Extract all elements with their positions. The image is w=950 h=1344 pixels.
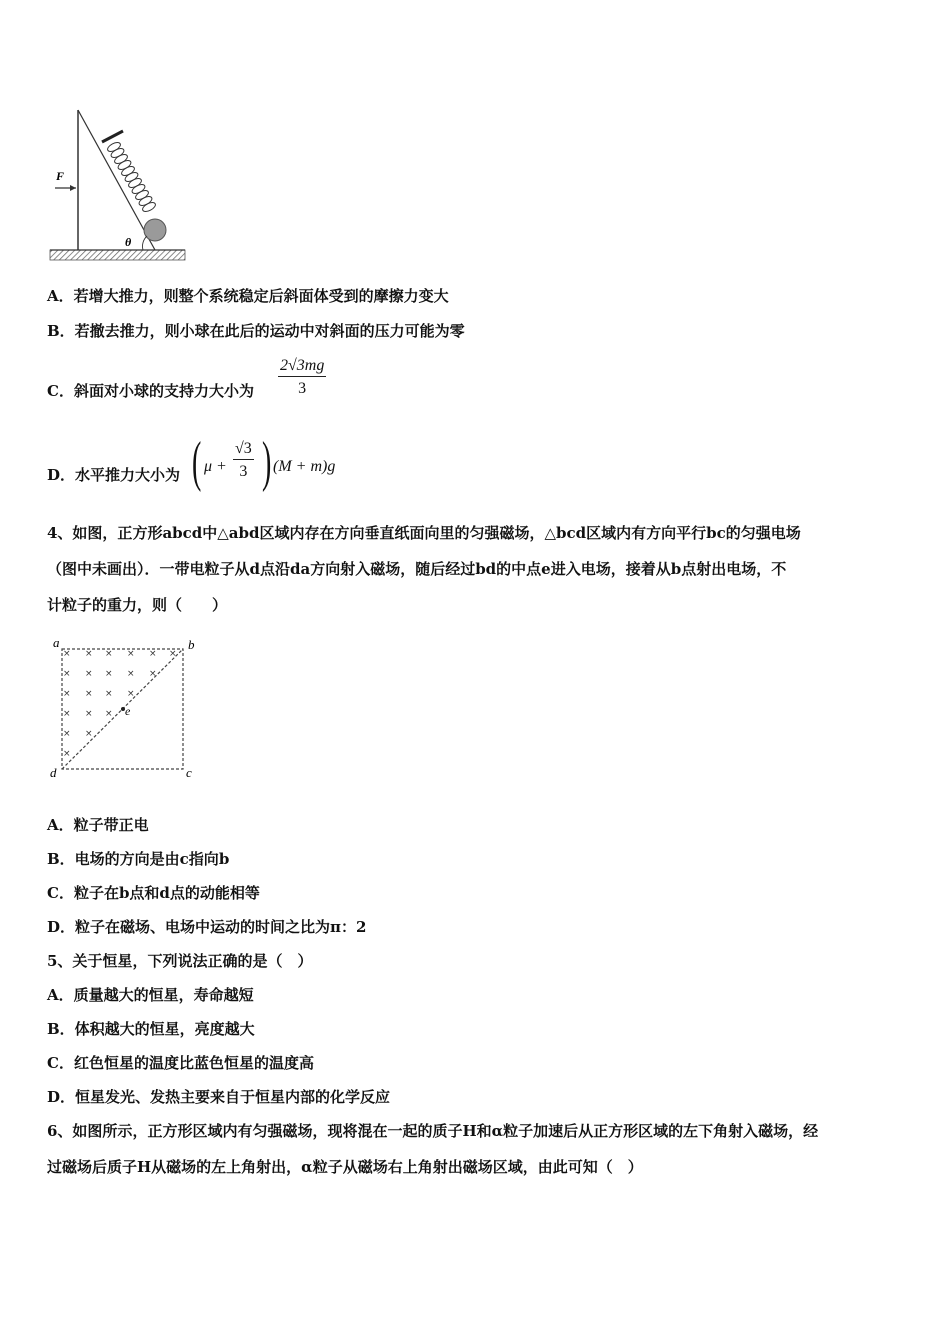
q5-stem: 5、关于恒星，下列说法正确的是（ ）	[47, 952, 313, 970]
q5-option-c: C．红色恒星的温度比蓝色恒星的温度高	[47, 1054, 314, 1072]
label-e: e	[125, 704, 131, 718]
svg-text:×: ×	[85, 649, 93, 659]
q3-option-d: D．水平推力大小为	[47, 466, 181, 484]
q5-option-b: B．体积越大的恒星，亮度越大	[47, 1020, 255, 1038]
svg-text:×: ×	[127, 689, 135, 699]
svg-text:×: ×	[85, 729, 93, 739]
d-right-paren: )	[262, 431, 272, 493]
q6-stem-line-1: 6、如图所示，正方形区域内有匀强磁场，现将混在一起的质子H和α粒子加速后从正方形区域的左下角射入磁场，经	[47, 1122, 819, 1140]
svg-text:×: ×	[127, 669, 135, 679]
q3-option-a: A．若增大推力，则整个系统稳定后斜面体受到的摩擦力变大	[47, 287, 449, 305]
svg-text:×: ×	[149, 669, 157, 679]
c-denominator: 3	[298, 380, 307, 397]
svg-text:×: ×	[63, 729, 71, 739]
magnetic-field-crosses	[63, 649, 177, 759]
label-d: d	[50, 765, 57, 780]
q3-option-c: C．斜面对小球的支持力大小为	[47, 382, 254, 400]
svg-text:×: ×	[63, 709, 71, 719]
d-tail: (M + m)g	[273, 458, 336, 475]
d-left-paren: (	[192, 431, 202, 493]
q5-option-d: D．恒星发光、发热主要来自于恒星内部的化学反应	[47, 1088, 391, 1106]
q4-option-a: A．粒子带正电	[47, 816, 149, 834]
label-c: c	[186, 765, 192, 780]
q4-stem-line-1: 4、如图，正方形abcd中△abd区域内存在方向垂直纸面向里的匀强磁场，△bcd区域内有方向平行bc的匀强电场	[47, 524, 801, 542]
svg-text:×: ×	[169, 649, 177, 659]
square-field-figure	[45, 633, 205, 783]
svg-text:×: ×	[63, 649, 71, 659]
svg-text:×: ×	[105, 709, 113, 719]
label-b: b	[188, 637, 195, 652]
q6-stem-line-2: 过磁场后质子H从磁场的左上角射出，α粒子从磁场右上角射出磁场区域，由此可知（ ）	[47, 1158, 643, 1176]
svg-text:×: ×	[105, 689, 113, 699]
label-a: a	[53, 635, 60, 650]
d-denominator: 3	[239, 463, 248, 480]
ball	[144, 219, 166, 241]
d-numerator: √3	[233, 440, 254, 460]
force-label: F	[56, 169, 65, 183]
svg-text:×: ×	[105, 669, 113, 679]
q4-stem-line-3: 计粒子的重力，则（ ）	[47, 596, 228, 614]
svg-text:×: ×	[149, 649, 157, 659]
q4-stem	[47, 515, 909, 623]
svg-text:×: ×	[85, 689, 93, 699]
q4-option-d: D．粒子在磁场、电场中运动的时间之比为π：2	[47, 918, 367, 936]
angle-label: θ	[125, 235, 132, 249]
q4-option-b: B．电场的方向是由c指向b	[47, 850, 230, 868]
q4-stem-line-2: （图中未画出）．一带电粒子从d点沿da方向射入磁场，随后经过bd的中点e进入电场，接着从b点射出电场，不	[47, 560, 787, 578]
q3-option-c-fraction	[278, 357, 326, 398]
c-numerator: 2√3mg	[278, 357, 326, 377]
svg-text:×: ×	[85, 669, 93, 679]
spring	[106, 141, 157, 214]
svg-text:×: ×	[63, 749, 71, 759]
q4-option-c: C．粒子在b点和d点的动能相等	[47, 884, 260, 902]
q5-option-a: A．质量越大的恒星，寿命越短	[47, 986, 254, 1004]
svg-text:×: ×	[85, 709, 93, 719]
svg-text:×: ×	[63, 689, 71, 699]
d-mu: μ +	[204, 458, 227, 475]
q3-option-b: B．若撤去推力，则小球在此后的运动中对斜面的压力可能为零	[47, 322, 465, 340]
q6-stem	[47, 1113, 909, 1185]
svg-text:×: ×	[63, 669, 71, 679]
svg-text:×: ×	[105, 649, 113, 659]
svg-text:×: ×	[127, 649, 135, 659]
d-fraction	[233, 440, 254, 481]
incline-spring-figure	[45, 104, 190, 264]
